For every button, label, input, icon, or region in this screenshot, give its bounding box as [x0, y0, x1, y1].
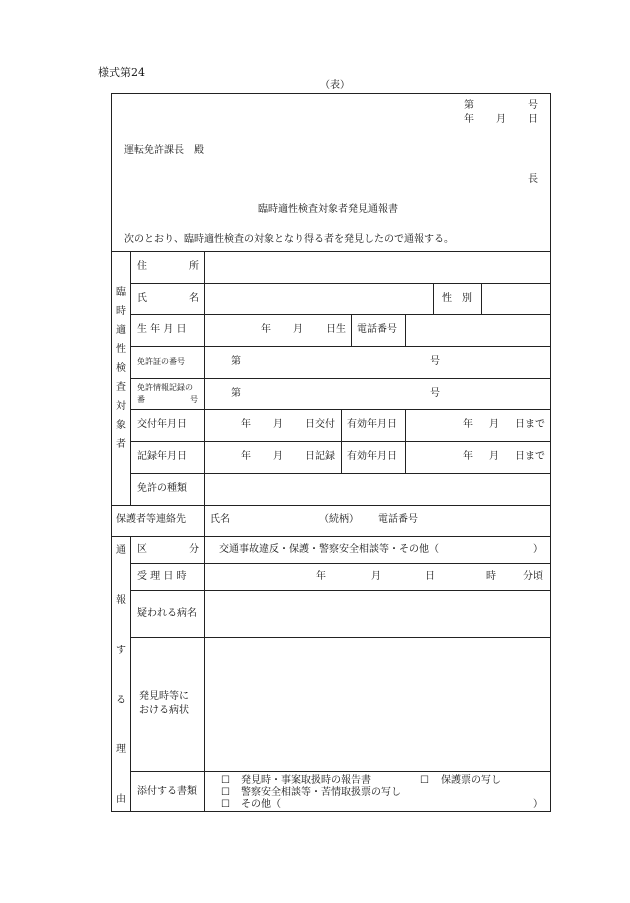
birth-suffix: 日生 [326, 324, 346, 335]
addressee: 運転免許課長 殿 [124, 145, 204, 156]
record-date-label: 記録年月日 [137, 451, 187, 462]
rule [130, 251, 131, 505]
name-label: 名 [189, 293, 199, 304]
rule [111, 536, 551, 537]
rule [130, 771, 551, 772]
issue-tsuki: 月 [273, 419, 283, 430]
valid-tsuki: 月 [489, 451, 499, 462]
rule [111, 505, 551, 506]
attach-label: 添付する書類 [137, 786, 197, 797]
record-go: 号 [430, 388, 440, 399]
page-title: 臨時適性検査対象者発見通報書 [258, 204, 398, 215]
symptom-label: 発見時等に [139, 691, 189, 702]
category-label: 区 [137, 544, 147, 555]
reason-side-label: 通 [116, 545, 126, 556]
doc4-checkbox[interactable]: ☐ [221, 799, 230, 810]
record-no-label: 番 [137, 395, 145, 404]
reason-side-label: 由 [116, 794, 126, 805]
birth-tsuki: 月 [293, 324, 303, 335]
rule [130, 314, 551, 315]
guardian-name-label: 氏名 [210, 514, 230, 525]
doc1-label: 発見時・事案取扱時の報告書 [241, 775, 371, 786]
birth-label: 生 年 月 日 [137, 324, 187, 335]
guardian-relation-label: （続柄） [319, 514, 359, 525]
license-no-label: 免許証の番号 [137, 357, 185, 366]
address-label: 所 [189, 261, 199, 272]
valid-label: 有効年月日 [347, 419, 397, 430]
disease-label: 疑われる病名 [137, 608, 197, 619]
rule [130, 283, 551, 284]
received-label: 受 理 日 時 [137, 571, 187, 582]
rule [111, 251, 551, 252]
form-number: 様式第24 [98, 66, 145, 79]
received-hi: 日 [425, 571, 435, 582]
doc-hi: 日 [528, 114, 538, 125]
rule [405, 409, 406, 473]
received-fun: 分頃 [523, 571, 543, 582]
doc2-checkbox[interactable]: ☐ [420, 775, 429, 786]
doc-nen: 年 [464, 114, 474, 125]
rule [130, 473, 551, 474]
rule [481, 283, 482, 314]
record-no-label: 号 [190, 395, 198, 404]
category-close: ） [533, 544, 543, 555]
doc2-label: 保護票の写し [441, 775, 501, 786]
symptom-label: おける病状 [139, 705, 189, 716]
doc4-label: その他（ [241, 799, 281, 810]
doc3-checkbox[interactable]: ☐ [221, 787, 230, 798]
reason-side-label: す [116, 645, 126, 656]
rule [433, 283, 434, 314]
doc-tsuki: 月 [496, 114, 506, 125]
rule [130, 637, 551, 638]
received-nen: 年 [316, 571, 326, 582]
record-dai: 第 [231, 388, 241, 399]
record-tsuki: 月 [273, 451, 283, 462]
rule [405, 314, 406, 346]
doc-dai: 第 [464, 100, 474, 111]
rule [130, 563, 551, 564]
sender: 長 [528, 174, 538, 185]
record-no-label: 免許情報記録の [137, 383, 193, 392]
rule [341, 409, 342, 473]
intro-text: 次のとおり、臨時適性検査の対象となり得る者を発見したので通報する。 [124, 234, 454, 245]
valid-tsuki: 月 [489, 419, 499, 430]
side-label: （表） [320, 80, 350, 91]
rule [351, 314, 352, 346]
birth-nen: 年 [261, 324, 271, 335]
rule [130, 590, 551, 591]
category-value: 交通事故違反・保護・警察安全相談等・その他（ [219, 544, 439, 555]
gender-label: 性 別 [442, 293, 472, 304]
rule [130, 346, 551, 347]
phone-label: 電話番号 [357, 324, 397, 335]
valid-nen: 年 [463, 419, 473, 430]
valid-label: 有効年月日 [347, 451, 397, 462]
rule [130, 536, 131, 812]
doc4-close: ） [533, 799, 543, 810]
subject-side-label: 臨 時 適 性 検 査 対 象 者 [116, 287, 126, 450]
reason-side-label: 理 [116, 744, 126, 755]
record-suffix: 日記録 [305, 451, 335, 462]
doc1-checkbox[interactable]: ☐ [221, 775, 230, 786]
guardian-label: 保護者等連絡先 [116, 514, 186, 525]
reason-side-label: る [116, 695, 126, 706]
license-go: 号 [430, 356, 440, 367]
rule [204, 251, 205, 812]
rule [130, 378, 551, 379]
doc3-label: 警察安全相談等・苦情取扱票の写し [241, 787, 401, 798]
issue-suffix: 日交付 [305, 419, 335, 430]
valid-nen: 年 [463, 451, 473, 462]
received-tsuki: 月 [371, 571, 381, 582]
guardian-phone-label: 電話番号 [378, 514, 418, 525]
address-label: 住 [137, 261, 147, 272]
valid-suffix: 日まで [515, 451, 545, 462]
license-dai: 第 [231, 356, 241, 367]
doc-go: 号 [528, 100, 538, 111]
issue-label: 交付年月日 [137, 419, 187, 430]
record-nen: 年 [241, 451, 251, 462]
received-ji: 時 [486, 571, 496, 582]
name-label: 氏 [137, 293, 147, 304]
reason-side-label: 報 [116, 595, 126, 606]
issue-nen: 年 [241, 419, 251, 430]
category-label: 分 [189, 544, 199, 555]
valid-suffix: 日まで [515, 419, 545, 430]
license-type-label: 免許の種類 [137, 483, 187, 494]
